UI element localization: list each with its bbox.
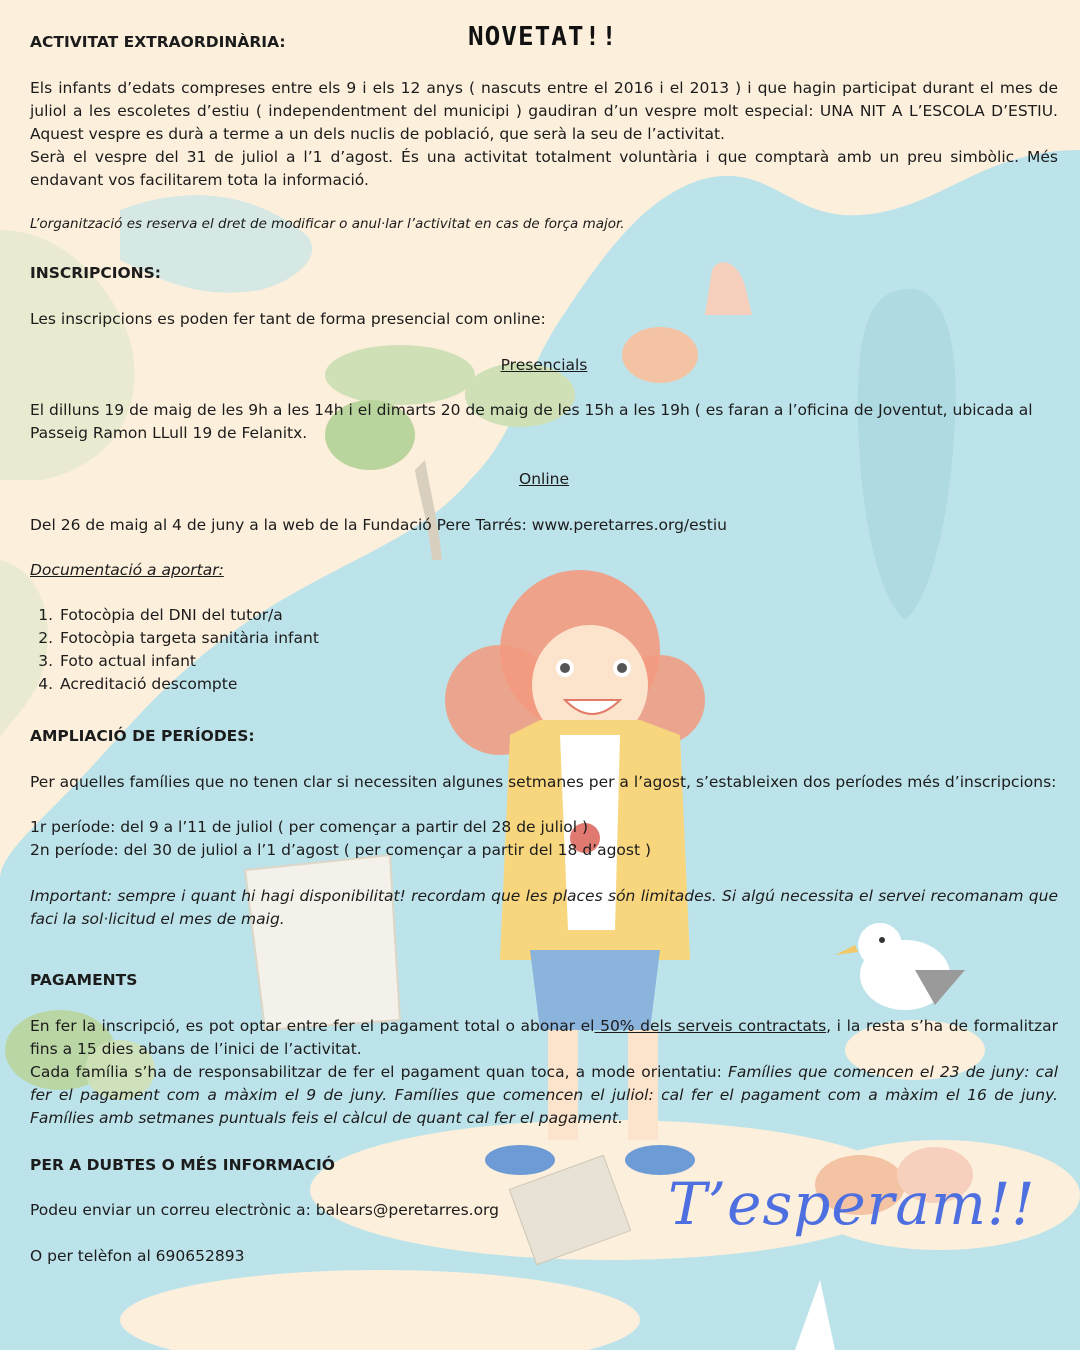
intro-paragraph: Els infants d’edats compreses entre els 9 i els 12 anys ( nascuts entre el 2016 i el 2013 ) i que hagin participat durant el mes de juliol a les escoletes d’estiu ( independentment del municipi ) gaudiran d’un vespre molt especial: UNA NIT A L’ESCOLA D’ESTIU. Aquest vespre es durà a terme a un dels nuclis de població, que serà la seu de l’activitat. (30, 79, 1058, 143)
pagaments-text: Cada família s’ha de responsabilitzar de fer el pagament quan toca, a mode orientatiu: (30, 1063, 728, 1081)
documentation-list (30, 604, 319, 696)
presencials-text: El dilluns 19 de maig de les 9h a les 14h i el dimarts 20 de maig de les 15h a les 19h ( es faran a l’oficina de Joventut, ubicada al Passeig Ramon LLull 19 de Felanitx. (30, 401, 1033, 442)
contacte-phone: O per telèfon al 690652893 (30, 1247, 245, 1265)
signoff-text: T’esperam!! (668, 1170, 1036, 1238)
pagaments-paragraph-2 (30, 1061, 1058, 1130)
novetat-badge: NOVETAT!! (468, 22, 618, 52)
contacte-heading: PER A DUBTES O MÉS INFORMACIÓ (30, 1156, 335, 1174)
period-2: 2n període: del 30 de juliol a l’1 d’agost ( per començar a partir del 18 d’agost ) (30, 841, 652, 859)
intro-date-paragraph: Serà el vespre del 31 de juliol a l’1 d’agost. És una activitat totalment voluntària i que comptarà amb un preu simbòlic. Més endavant vos facilitarem tota la informació. (30, 148, 1058, 189)
ampliacio-heading: AMPLIACIÓ DE PERÍODES: (30, 727, 255, 745)
organization-disclaimer: L’organització es reserva el dret de modificar o anul·lar l’activitat en cas de força major. (30, 216, 625, 232)
ampliacio-intro: Per aquelles famílies que no tenen clar si necessiten algunes setmanes per a l’agost, s’estableixen dos períodes més d’inscripcions: (30, 773, 1057, 791)
online-title: Online (519, 470, 569, 488)
pagaments-percentage: 50% dels serveis contractats (594, 1017, 827, 1035)
pagaments-paragraph-1 (30, 1015, 1058, 1061)
inscripcions-heading: INSCRIPCIONS: (30, 264, 161, 282)
documentation-title: Documentació a aportar: (30, 561, 224, 579)
map-paper (245, 855, 400, 1030)
inscripcions-intro: Les inscripcions es poden fer tant de forma presencial com online: (30, 310, 546, 328)
list-item: 2. Fotocòpia targeta sanitària infant (58, 627, 319, 650)
pagaments-dates: Famílies que comencen el 23 de juny: cal fer el pagament com a màxim el 9 de juny. Famílies que comencen el juliol: cal fer el pagament com a màxim el 16 de juny. Famílies amb setmanes puntuals feis el càlcul de quant cal fer el pagament. (30, 1063, 1059, 1127)
list-item: 4. Acreditació descompte (58, 673, 319, 696)
period-1: 1r període: del 9 a l’11 de juliol ( per començar a partir del 28 de juliol ) (30, 818, 589, 836)
contacte-email: Podeu enviar un correu electrònic a: balears@peretarres.org (30, 1201, 499, 1219)
pagaments-heading: PAGAMENTS (30, 971, 138, 989)
important-note: Important: sempre i quant hi hagi disponibilitat! recordam que les places són limitades. Si algú necessita el servei recomanam que faci la sol·licitud el mes de maig. (30, 887, 1058, 928)
list-item: 1. Fotocòpia del DNI del tutor/a (58, 604, 319, 627)
list-item: 3. Foto actual infant (58, 650, 319, 673)
activity-label: ACTIVITAT EXTRAORDINÀRIA: (30, 33, 286, 51)
pagaments-text: , i la resta s’ha de formalitzar fins a 15 dies abans de l’inici de l’activitat. (30, 1017, 1058, 1058)
online-text: Del 26 de maig al 4 de juny a la web de la Fundació Pere Tarrés: www.peretarres.org/estiu (30, 516, 727, 534)
presencials-title: Presencials (500, 356, 588, 374)
pagaments-text: En fer la inscripció, es pot optar entre fer el pagament total o abonar el (30, 1017, 595, 1035)
